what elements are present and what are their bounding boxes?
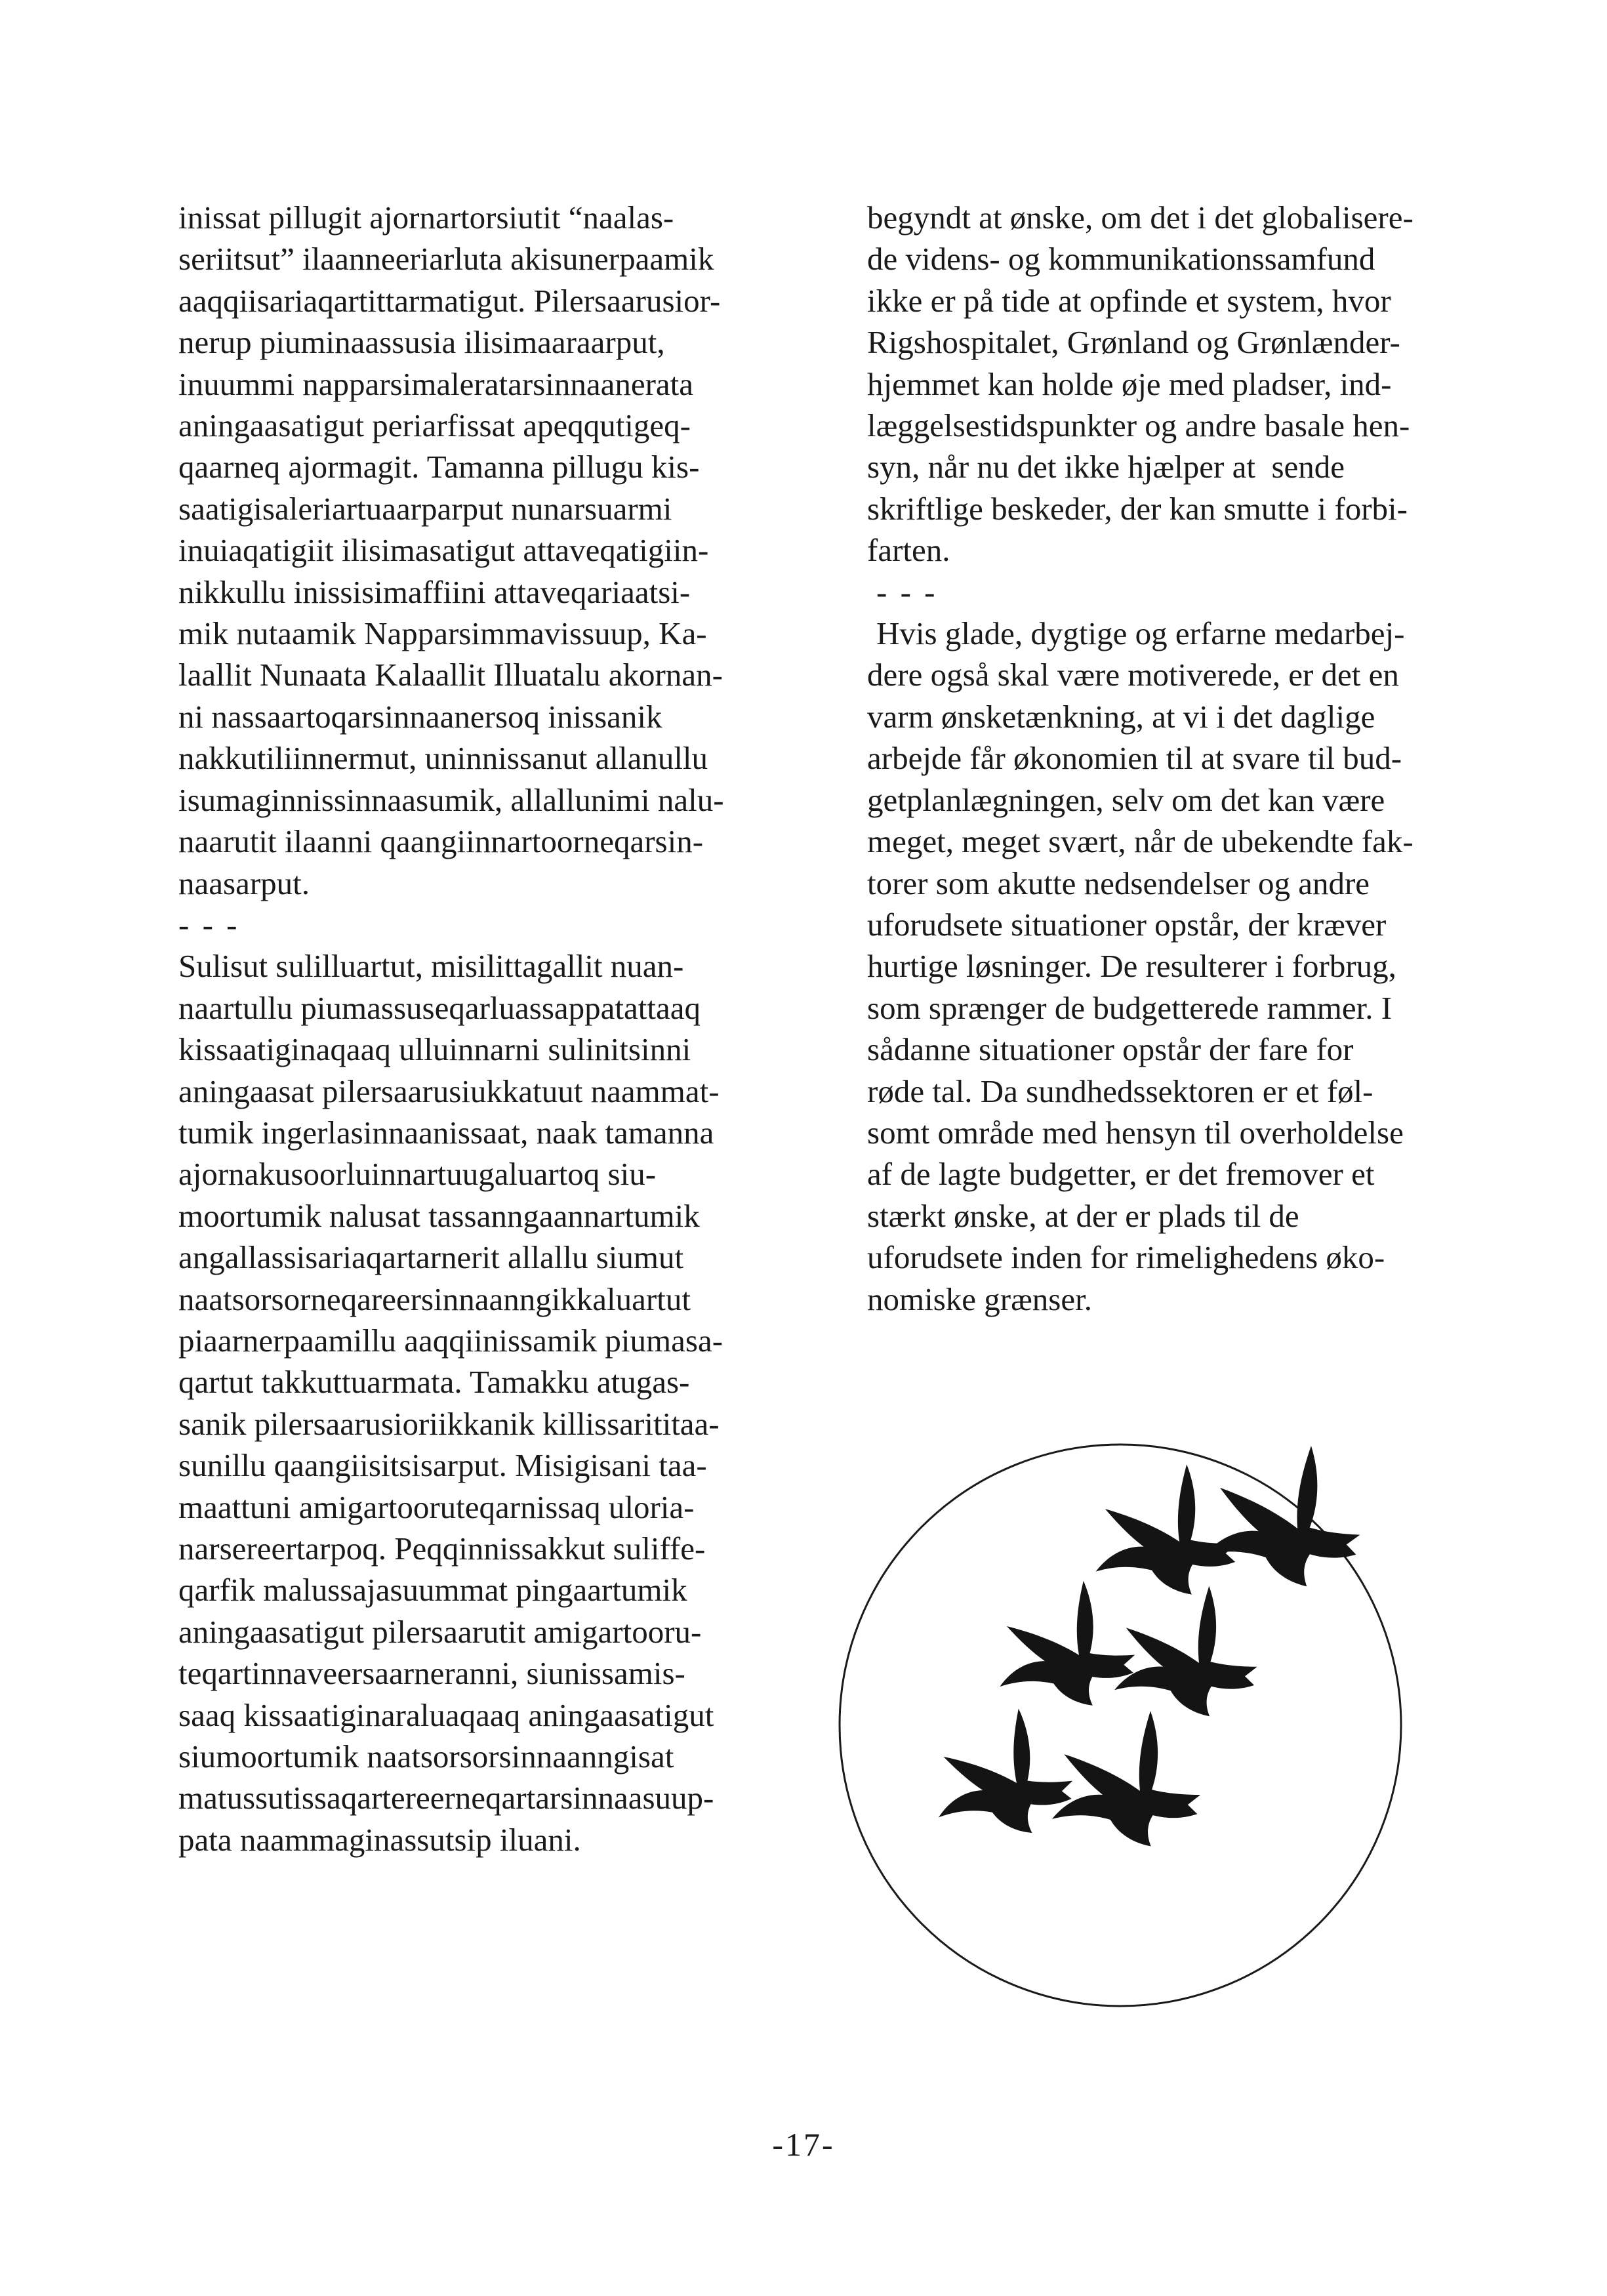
text-line: ikke er på tide at opfinde et system, hvor xyxy=(867,282,1391,319)
text-line: af de lagte budgetter, er det fremover et xyxy=(867,1156,1375,1193)
text-line: uforudsete inden for rimelighedens øko- xyxy=(867,1239,1385,1276)
text-line: Rigshospitalet, Grønland og Grønlænder- xyxy=(867,324,1400,361)
birds-in-circle-illustration xyxy=(807,1404,1463,2060)
text-line: somt område med hensyn til overholdelse xyxy=(867,1114,1404,1151)
text-line: hurtige løsninger. De resulterer i forbrug, xyxy=(867,948,1396,985)
text-line: qaarneq ajormagit. Tamanna pillugu kis- xyxy=(178,449,700,485)
text-line: aaqqiisariaqartittarmatigut. Pilersaarusior- xyxy=(178,282,721,319)
text-line: syn, når nu det ikke hjælper at sende xyxy=(867,449,1345,485)
text-line: teqartinnaveersaarneranni, siunissamis- xyxy=(178,1655,685,1692)
text-line: isumaginnissinnaasumik, allallunimi nalu- xyxy=(178,781,724,818)
text-line: qartut takkuttuarmata. Tamakku atugas- xyxy=(178,1364,690,1401)
text-line: naatsorsorneqareersinnaanngikkaluartut xyxy=(178,1281,691,1317)
text-line: farten. xyxy=(867,532,950,569)
right-paragraph-1 xyxy=(867,197,1523,571)
text-line: nerup piuminaassusia ilisimaaraarput, xyxy=(178,324,665,361)
text-line: naarutit ilaanni qaangiinnartoorneqarsin- xyxy=(178,823,704,860)
bird-icon xyxy=(1198,1443,1364,1593)
text-line: naasarput. xyxy=(178,865,310,901)
text-line: begyndt at ønske, om det i det globalisere- xyxy=(867,199,1414,236)
text-line: ajornakusoorluinnartuugaluartoq siu- xyxy=(178,1156,657,1193)
text-line: dere også skal være motiverede, er det en xyxy=(867,657,1399,693)
text-line: pata naammaginassutsip iluani. xyxy=(178,1821,581,1858)
text-line: saaq kissaatiginaraluaqaaq aningaasatigut xyxy=(178,1696,714,1733)
circle-outline xyxy=(840,1445,1401,2006)
text-line: saatigisaleriartuaarparput nunarsuarmi xyxy=(178,490,672,527)
text-line: nikkullu inissisimaffiini attaveqariaatsi- xyxy=(178,573,691,610)
right-column xyxy=(867,197,1523,1320)
text-line: mik nutaamik Napparsimmavissuup, Ka- xyxy=(178,615,707,652)
text-line: varm ønsketænkning, at vi i det daglige xyxy=(867,698,1375,735)
text-line: de videns- og kommunikationssamfund xyxy=(867,241,1375,277)
text-line: torer som akutte nedsendelser og andre xyxy=(867,865,1370,901)
text-line: kissaatiginaqaaq ulluinnarni sulinitsinni xyxy=(178,1031,691,1068)
section-separator: - - - xyxy=(876,573,938,610)
text-line: maattuni amigartooruteqarnissaq uloria- xyxy=(178,1488,695,1525)
text-line: piaarnerpaamillu aaqqiinissamik piumasa- xyxy=(178,1322,723,1359)
text-line: skriftlige beskeder, der kan smutte i forbi- xyxy=(867,490,1408,527)
text-line: inissat pillugit ajornartorsiutit “naalas- xyxy=(178,199,674,236)
bird-icon xyxy=(920,1701,1082,1851)
text-line: aningaasat pilersaarusiukkatuut naammat- xyxy=(178,1073,720,1109)
text-line: moortumik nalusat tassanngaannartumik xyxy=(178,1197,700,1234)
text-line: siumoortumik naatsorsorsinnaanngisat xyxy=(178,1738,674,1775)
left-column xyxy=(178,197,834,1860)
text-line: Hvis glade, dygtige og erfarne medarbej- xyxy=(876,615,1405,652)
text-line: aningaasatigut pilersaarutit amigartooru- xyxy=(178,1613,702,1650)
text-line: stærkt ønske, at der er plads til de xyxy=(867,1197,1299,1234)
text-line: læggelsestidspunkter og andre basale hen- xyxy=(867,407,1410,444)
text-line: sanik pilersaarusioriikkanik killissarititaa- xyxy=(178,1405,720,1442)
text-line: inuummi napparsimaleratarsinnaanerata xyxy=(178,365,694,402)
section-separator: - - - xyxy=(178,906,240,943)
text-line: naartullu piumassuseqarluassappatattaaq xyxy=(178,989,701,1026)
bird-icon xyxy=(985,1574,1143,1721)
text-line: nomiske grænser. xyxy=(867,1281,1092,1317)
text-line: nakkutiliinnermut, uninnissanut allanullu xyxy=(178,740,708,777)
text-line: meget, meget svært, når de ubekendte fak- xyxy=(867,823,1414,860)
page-number: -17- xyxy=(772,2126,835,2163)
text-line: narsereertarpoq. Peqqinnissakkut suliffe- xyxy=(178,1530,706,1567)
text-line: sunillu qaangiisitsisarput. Misigisani taa- xyxy=(178,1447,707,1484)
text-line: hjemmet kan holde øje med pladser, ind- xyxy=(867,365,1392,402)
text-line: angallassisariaqartarnerit allallu siumut xyxy=(178,1239,684,1276)
text-line: aningaasatigut periarfissat apeqqutigeq- xyxy=(178,407,691,444)
text-line: Sulisut sulilluartut, misilittagallit nuan- xyxy=(178,948,684,985)
text-line: inuiaqatigiit ilisimasatigut attaveqatigiin- xyxy=(178,532,709,569)
text-line: som sprænger de budgetterede rammer. I xyxy=(867,989,1393,1026)
text-line: uforudsete situationer opstår, der kræver xyxy=(867,906,1387,943)
left-paragraph-1 xyxy=(178,197,834,904)
text-line: ni nassaartoqarsinnaanersoq inissanik xyxy=(178,698,662,735)
right-paragraph-2 xyxy=(867,613,1523,1320)
text-line: seriitsut” ilaanneeriarluta akisunerpaamik xyxy=(178,241,714,277)
text-line: røde tal. Da sundhedssektoren er et føl- xyxy=(867,1073,1373,1109)
bird-icon xyxy=(1083,1459,1244,1607)
text-line: laallit Nunaata Kalaallit Illuatalu akornan- xyxy=(178,657,723,693)
text-line: tumik ingerlasinnaanissaat, naak tamanna xyxy=(178,1114,714,1151)
text-line: getplanlægningen, selv om det kan være xyxy=(867,781,1385,818)
text-line: matussutissaqartereerneqartarsinnaasuup- xyxy=(178,1780,714,1816)
left-paragraph-2 xyxy=(178,945,834,1860)
text-line: sådanne situationer opstår der fare for xyxy=(867,1031,1354,1068)
text-line: arbejde får økonomien til at svare til bud- xyxy=(867,740,1402,777)
text-line: qarfik malussajasuummat pingaartumik xyxy=(178,1572,687,1609)
bird-icon xyxy=(1105,1582,1261,1725)
